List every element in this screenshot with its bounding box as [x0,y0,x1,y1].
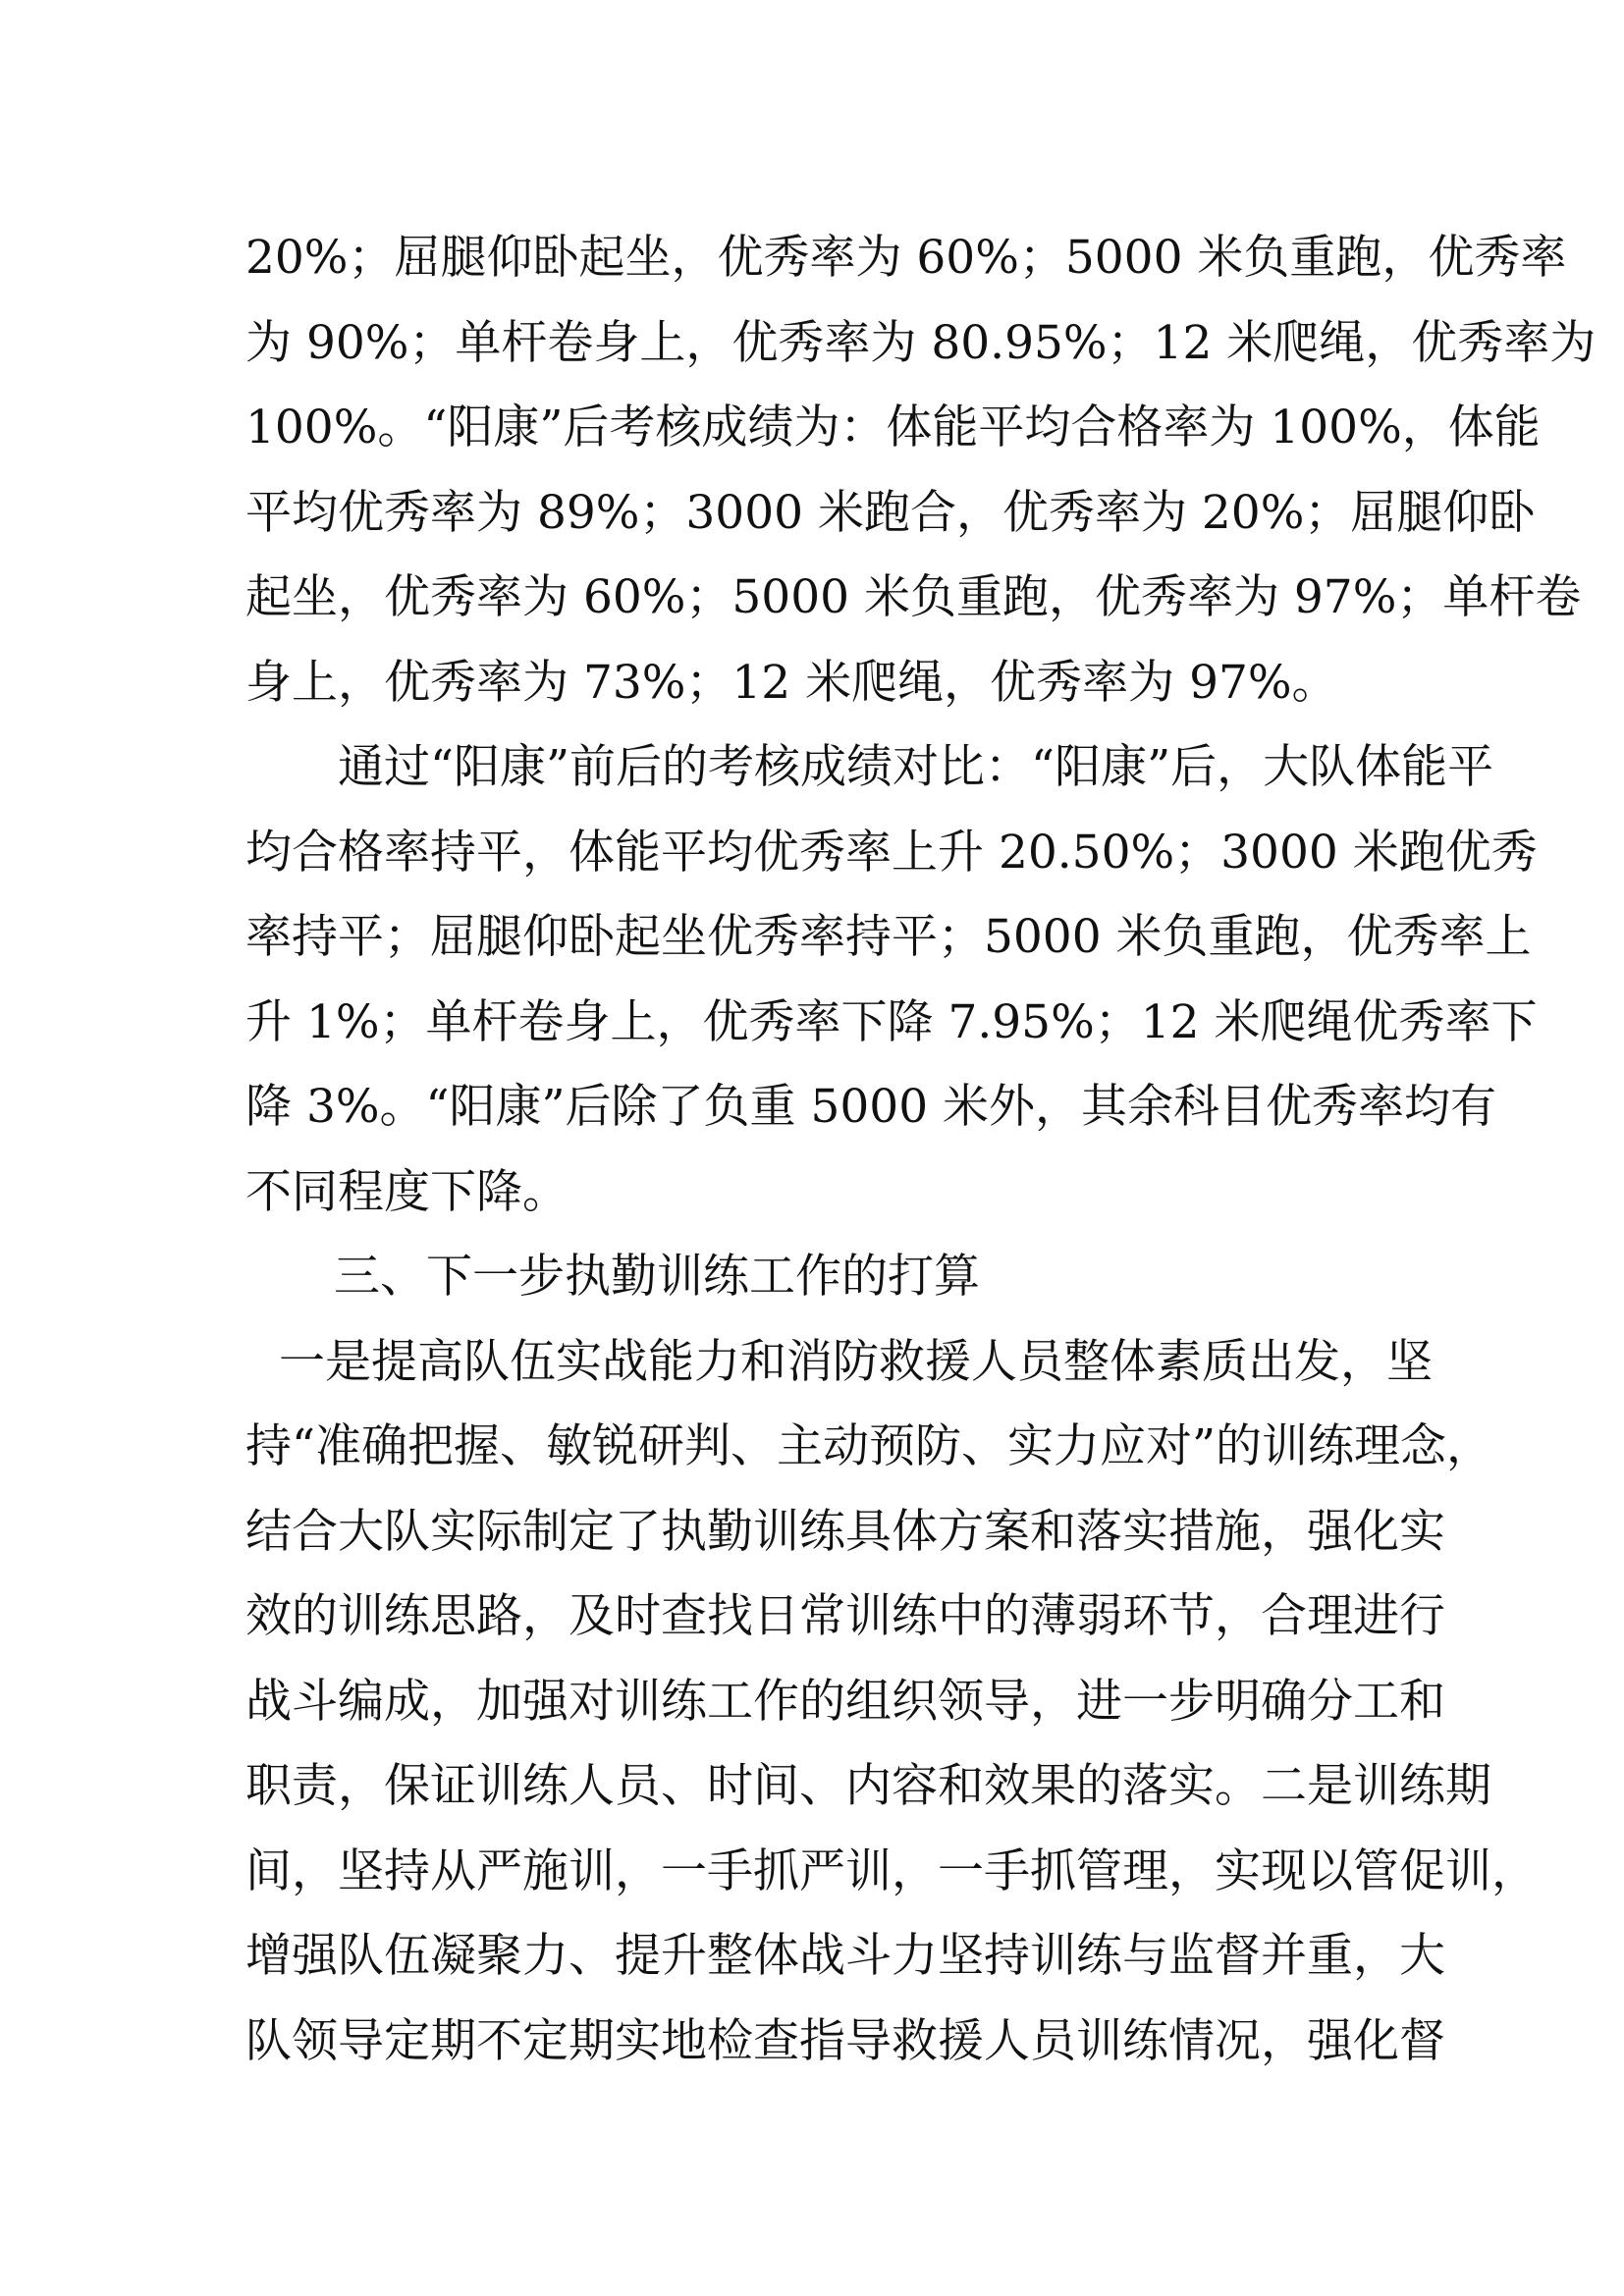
paragraph-2 [245,725,1538,1235]
text-line: 升 1%；单杆卷身上，优秀率下降 7.95%；12 米爬绳优秀率下 [245,994,1538,1049]
text-line: 均合格率持平，体能平均优秀率上升 20.50%；3000 米跑优秀 [245,825,1538,880]
text-line: 平均优秀率为 89%；3000 米跑合，优秀率为 20%；屈腿仰卧 [245,485,1536,540]
paragraph-3 [245,1320,1538,2085]
paragraph-1 [245,216,1597,725]
section-heading: 三、下一步执勤训练工作的打算 [334,1250,980,1304]
document-page [245,216,1597,2084]
text-line: 率持平；屈腿仰卧起坐优秀率持平；5000 米负重跑，优秀率上 [245,910,1532,964]
text-line: 效的训练思路，及时查找日常训练中的薄弱环节，合理进行 [245,1589,1445,1643]
text-line: 20%；屈腿仰卧起坐，优秀率为 60%；5000 米负重跑，优秀率 [245,231,1567,285]
text-line: 100%。“阳康”后考核成绩为：体能平均合格率为 100%，体能 [245,400,1541,454]
text-line: 降 3%。“阳康”后除了负重 5000 米外，其余科目优秀率均有 [245,1080,1497,1134]
text-line: 身上，优秀率为 73%；12 米爬绳，优秀率为 97%。 [245,655,1338,710]
text-line: 通过“阳康”前后的考核成绩对比：“阳康”后，大队体能平 [338,740,1494,794]
text-line: 队领导定期不定期实地检查指导救援人员训练情况，强化督 [245,2013,1445,2068]
text-line: 为 90%；单杆卷身上，优秀率为 80.95%；12 米爬绳，优秀率为 [245,315,1597,370]
text-line: 一是提高队伍实战能力和消防救援人员整体素质出发，坚 [279,1334,1433,1389]
text-line: 起坐，优秀率为 60%；5000 米负重跑，优秀率为 97%；单杆卷 [245,570,1582,624]
text-line: 结合大队实际制定了执勤训练具体方案和落实措施，强化实 [245,1504,1445,1559]
text-line: 间，坚持从严施训，一手抓严训，一手抓管理，实现以管促训， [245,1843,1538,1898]
text-line: 增强队伍凝聚力、提升整体战斗力坚持训练与监督并重，大 [245,1929,1445,1983]
text-line: 不同程度下降。 [245,1164,568,1219]
text-line: 职责，保证训练人员、时间、内容和效果的落实。二是训练期 [245,1759,1491,1813]
text-line: 持“准确把握、敏锐研判、主动预防、实力应对”的训练理念， [245,1419,1493,1473]
text-line: 战斗编成，加强对训练工作的组织领导，进一步明确分工和 [245,1674,1445,1729]
